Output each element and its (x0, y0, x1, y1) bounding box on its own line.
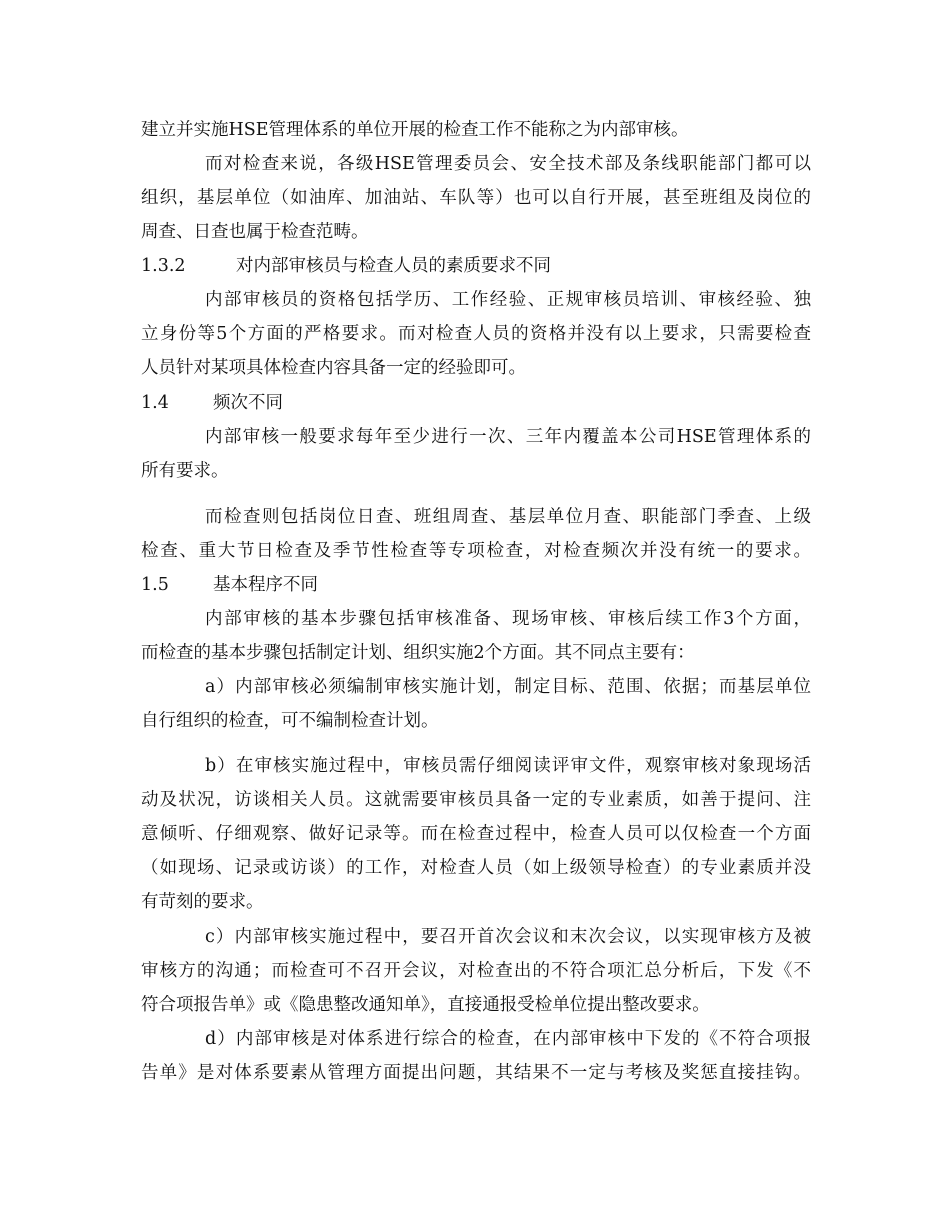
paragraph-line: 自行组织的检查，可不编制检查计划。 (141, 711, 439, 731)
paragraph-line: 所有要求。 (141, 461, 229, 481)
section-title: 基本程序不同 (213, 575, 318, 595)
paragraph-line: 有苛刻的要求。 (141, 892, 264, 912)
paragraph-line: 内部审核的基本步骤包括审核准备、现场审核、审核后续工作3个方面， (205, 609, 811, 629)
paragraph-line: 立身份等5个方面的严格要求。而对检查人员的资格并没有以上要求，只需要检查 (141, 324, 811, 344)
paragraph-line: 动及状况，访谈相关人员。这就需要审核员具备一定的专业素质，如善于提问、注 (141, 790, 811, 810)
section-heading-1-3-2 (141, 252, 811, 280)
list-item-d: d）内部审核是对体系进行综合的检查，在内部审核中下发的《不符合项报 (205, 1029, 811, 1049)
paragraph-line: 建立并实施HSE管理体系的单位开展的检查工作不能称之为内部审核。 (141, 120, 689, 140)
paragraph-line: 意倾听、仔细观察、做好记录等。而在检查过程中，检查人员可以仅检查一个方面 (141, 824, 811, 844)
section-heading-1-4 (141, 389, 811, 417)
section-heading-1-5 (141, 571, 811, 599)
paragraph-line: 而检查则包括岗位日查、班组周查、基层单位月查、职能部门季查、上级 (205, 507, 811, 527)
paragraph-line: 周查、日查也属于检查范畴。 (141, 222, 369, 242)
paragraph-line: 符合项报告单》或《隐患整改通知单》，直接通报受检单位提出整改要求。 (141, 995, 710, 1015)
paragraph-line: 组织，基层单位（如油库、加油站、车队等）也可以自行开展，甚至班组及岗位的 (141, 188, 811, 208)
list-item-c: c）内部审核实施过程中，要召开首次会议和末次会议，以实现审核方及被 (205, 927, 811, 947)
list-item-a: a）内部审核必须编制审核实施计划，制定目标、范围、依据；而基层单位 (205, 677, 811, 697)
paragraph-line: 人员针对某项具体检查内容具备一定的经验即可。 (141, 358, 526, 378)
paragraph-line: 审核方的沟通；而检查可不召开会议，对检查出的不符合项汇总分析后，下发《不 (141, 961, 811, 981)
paragraph-line: 内部审核一般要求每年至少进行一次、三年内覆盖本公司HSE管理体系的 (205, 427, 811, 447)
paragraph-line: 检查、重大节日检查及季节性检查等专项检查，对检查频次并没有统一的要求。 (141, 541, 811, 561)
section-number: 1.4 (141, 393, 169, 413)
list-item-b: b）在审核实施过程中，审核员需仔细阅读评审文件，观察审核对象现场活 (205, 756, 811, 776)
paragraph-line: 而检查的基本步骤包括制定计划、组织实施2个方面。其不同点主要有： (141, 643, 695, 663)
paragraph-line: 告单》是对体系要素从管理方面提出问题，其结果不一定与考核及奖惩直接挂钩。 (141, 1063, 811, 1083)
paragraph-line: （如现场、记录或访谈）的工作，对检查人员（如上级领导检查）的专业素质并没 (141, 858, 811, 878)
section-number: 1.3.2 (141, 256, 186, 276)
section-title: 频次不同 (213, 393, 283, 413)
section-number: 1.5 (141, 575, 169, 595)
section-title: 对内部审核员与检查人员的素质要求不同 (236, 256, 551, 276)
paragraph-line: 内部审核员的资格包括学历、工作经验、正规审核员培训、审核经验、独 (205, 290, 811, 310)
paragraph-line: 而对检查来说，各级HSE管理委员会、安全技术部及条线职能部门都可以 (205, 154, 811, 174)
